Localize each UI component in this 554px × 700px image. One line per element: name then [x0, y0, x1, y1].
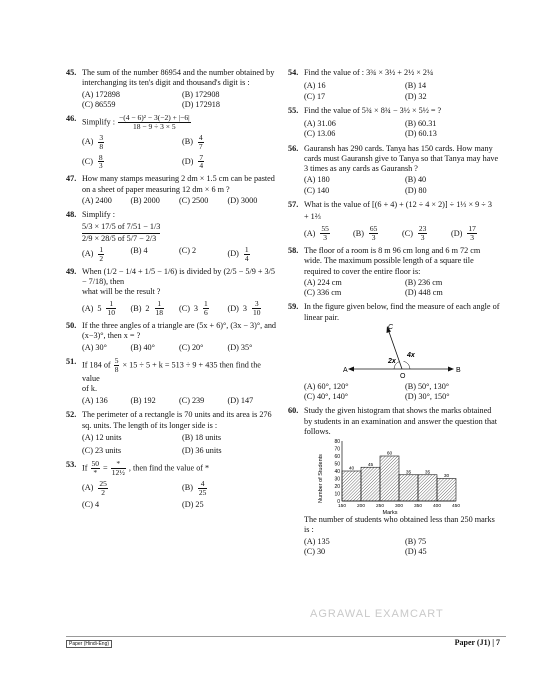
option-d[interactable]: (D) 36 units — [182, 446, 222, 455]
question-text: If the three angles of a triangle are (5x + 6)°, (3x − 3)°, and (x−3)°, then x = ? — [82, 321, 277, 341]
option-a[interactable]: (A) 60°, 120° — [304, 381, 349, 391]
option-d[interactable]: (D) 32 — [405, 91, 427, 101]
option-c[interactable]: (C) $\frac{8}{3}$ — [82, 152, 103, 171]
option-c[interactable]: (C) 2500 — [179, 195, 209, 205]
option-b[interactable]: (B) 60.31 — [405, 119, 437, 128]
option-b[interactable]: (B) 75 — [405, 536, 427, 546]
x-axis-label: Marks — [382, 510, 398, 516]
question-text-2: The number of students who obtained less than 250 marks is : — [304, 515, 495, 535]
question-text: What is the value of [(6 + 4) + (12 ÷ 4 × 2)] ÷ 1⅓ × 9 ÷ 3 — [304, 199, 492, 209]
left-column — [66, 68, 276, 514]
y-tick-label: 80 — [334, 438, 340, 445]
x-tick-label: 200 — [356, 504, 366, 509]
data-label: 40 — [348, 466, 355, 472]
question-text: Study the given histogram that shows the marks obtained by students in an examination and answer the question that follows. — [304, 406, 498, 436]
question-number: 50. — [66, 321, 77, 330]
angle-4x: 4x — [407, 351, 415, 359]
x-tick-label: 150 — [337, 504, 347, 509]
question-number: 45. — [66, 68, 77, 77]
question-58 — [288, 246, 500, 298]
option-b[interactable]: (B) 172908 — [182, 89, 220, 99]
bar — [380, 456, 399, 501]
option-d[interactable]: (D) $\frac{7}{4}$ — [182, 152, 204, 171]
y-tick-label: 10 — [334, 491, 340, 498]
option-a[interactable]: (A) 135 — [304, 536, 330, 546]
question-number: 54. — [288, 68, 299, 77]
option-b[interactable]: (B) 4 — [130, 245, 148, 255]
option-a[interactable]: (A) 12 units — [82, 432, 122, 442]
option-c[interactable]: (C) 2 — [179, 245, 197, 255]
right-column — [288, 68, 500, 561]
option-d[interactable]: (D) 3 $\frac{3}{10}$ — [227, 299, 261, 318]
option-c[interactable]: (C) 4 — [82, 499, 100, 509]
question-59 — [288, 302, 500, 402]
option-d[interactable]: (D) 172918 — [182, 99, 220, 109]
option-b[interactable]: (B) 14 — [405, 81, 427, 91]
expression-numerator: 5/3 × 17/5 of 7/51 − 1/3 — [82, 222, 160, 233]
question-number: 57. — [288, 199, 299, 209]
label-b: B — [456, 366, 461, 374]
y-tick-label: 20 — [334, 483, 340, 490]
linear-pair-figure — [344, 323, 464, 381]
x-tick-label: 350 — [413, 504, 423, 509]
option-a[interactable]: (A) 136 — [82, 396, 108, 405]
option-b[interactable]: (B) 18 units — [182, 432, 222, 442]
question-text-2: of k. — [82, 383, 98, 393]
question-57 — [288, 200, 500, 242]
option-c[interactable]: (C) 86559 — [82, 99, 116, 109]
option-d[interactable]: (D) 448 cm — [405, 288, 443, 297]
question-49 — [66, 267, 276, 318]
option-c[interactable]: (C) 13.06 — [304, 129, 336, 139]
x-tick-label: 400 — [432, 504, 442, 509]
option-a[interactable]: (A) $\frac{1}{2}$ — [82, 244, 104, 263]
question-number: 53. — [66, 460, 77, 470]
question-46 — [66, 114, 276, 170]
question-number: 51. — [66, 356, 77, 366]
histogram-chart — [314, 437, 464, 515]
question-number: 52. — [66, 410, 77, 420]
option-b[interactable]: (B) 236 cm — [405, 277, 443, 287]
option-b[interactable]: (B) 40° — [130, 342, 155, 352]
expression-denominator: 2/9 × 28/5 of 5/7 − 2/3 — [82, 233, 157, 243]
question-text: How many stamps measuring 2 dm × 1.5 cm can be pasted on a sheet of paper measuring 12 dm × 6 m ? — [82, 174, 275, 194]
option-d[interactable]: (D) 30°, 150° — [405, 392, 450, 401]
question-text: When (1/2 − 1/4 + 1/5 − 1/6) is divided by (2/5 − 5/9 + 3/5 − 7/18), then — [82, 266, 275, 286]
y-tick-label: 60 — [334, 453, 340, 460]
option-b[interactable]: (B) 192 — [130, 396, 156, 405]
option-c[interactable]: (C) 17 — [304, 91, 326, 101]
question-number: 60. — [288, 406, 299, 416]
question-55 — [288, 106, 500, 140]
option-d[interactable]: (D) 3000 — [227, 195, 258, 205]
option-a[interactable]: (A) $\frac{3}{8}$ — [82, 132, 104, 151]
question-45 — [66, 68, 276, 110]
question-number: 49. — [66, 266, 77, 276]
x-tick-label: 300 — [394, 504, 404, 509]
question-56 — [288, 144, 500, 196]
page-number: Paper (J1) | 7 — [454, 638, 500, 647]
option-d[interactable]: (D) 80 — [405, 185, 427, 195]
option-a[interactable]: (A) 31.06 — [304, 119, 336, 128]
data-label: 45 — [367, 462, 374, 468]
question-number: 46. — [66, 114, 77, 123]
option-b[interactable]: (B) 40 — [405, 175, 427, 185]
option-c[interactable]: (C) 239 — [179, 396, 205, 405]
angle-2x: 2x — [388, 357, 396, 365]
data-label: 35 — [424, 470, 431, 476]
y-tick-label: 30 — [334, 476, 340, 483]
question-text: In the figure given below, find the measure of each angle of linear pair. — [304, 302, 500, 322]
option-a[interactable]: (A) 5 $\frac{1}{10}$ — [82, 299, 115, 318]
question-text: The perimeter of a rectangle is 70 units and its area is 276 sq. units. The length of its longer side is : — [82, 410, 272, 430]
question-60 — [288, 406, 500, 557]
y-tick-label: 70 — [334, 446, 340, 453]
question-54 — [288, 68, 500, 102]
question-53 — [66, 460, 276, 510]
option-c[interactable]: (C) $\frac{23}{3}$ — [402, 224, 427, 243]
option-a[interactable]: (A) 30° — [82, 342, 107, 352]
option-c[interactable]: (C) 30 — [304, 546, 326, 556]
watermark: AGRAWAL EXAMCART — [310, 608, 444, 620]
page-footer — [66, 636, 506, 649]
question-text-2: what will be the result ? — [82, 287, 161, 296]
question-text: Find the value of : 3¾ × 3½ + 2½ × 2¼ — [304, 68, 434, 77]
option-d[interactable]: (D) 25 — [182, 499, 204, 509]
bar — [342, 471, 361, 501]
option-d[interactable]: (D) 35° — [227, 342, 253, 352]
question-48 — [66, 210, 276, 263]
question-text: Simplify : — [82, 117, 115, 127]
option-b[interactable]: (B) $\frac{4}{25}$ — [182, 479, 207, 497]
option-d[interactable]: (D) 45 — [405, 546, 427, 556]
label-c: C — [388, 323, 394, 331]
question-number: 55. — [288, 105, 299, 115]
bar — [361, 467, 380, 501]
publisher-logo: Paper (Hindi-Eng) — [66, 640, 112, 648]
label-a: A — [343, 366, 348, 374]
question-number: 48. — [66, 210, 77, 219]
option-c[interactable]: (C) 140 — [304, 185, 330, 195]
question-50 — [66, 321, 276, 353]
question-number: 59. — [288, 302, 299, 312]
option-a[interactable]: (A) $\frac{55}{3}$ — [304, 224, 329, 243]
option-b[interactable]: (B) 2000 — [130, 195, 160, 205]
bar — [399, 475, 418, 501]
option-d[interactable]: (D) 60.13 — [405, 129, 437, 139]
question-text: Gauransh has 290 cards. Tanya has 150 cards. How many cards must Gauransh give to Tanya so that Tanya may have 3 times as any cards as Gauransh ? — [304, 143, 499, 173]
option-b[interactable]: (B) $\frac{4}{7}$ — [182, 132, 203, 151]
label-o: O — [400, 372, 406, 380]
expression-fraction: $\frac{\text{−(4 − 6)² − 3(−2) + |−6|}}{18 - 9 \div 3 \times 5}$ — [119, 113, 190, 131]
option-a[interactable]: (A) 16 — [304, 81, 326, 91]
option-c[interactable]: (C) 40°, 140° — [304, 392, 349, 401]
option-a[interactable]: (A) 172898 — [82, 89, 120, 99]
option-c[interactable]: (C) 23 units — [82, 446, 122, 455]
data-label: 30 — [443, 474, 450, 479]
option-d[interactable]: (D) $\frac{1}{4}$ — [227, 244, 249, 263]
x-tick-label: 250 — [375, 504, 385, 509]
question-52 — [66, 410, 276, 456]
option-c[interactable]: (C) 3 $\frac{1}{6}$ — [179, 299, 208, 318]
option-b[interactable]: (B) 50°, 130° — [405, 381, 450, 391]
question-text: Simplify : — [82, 210, 115, 219]
option-a[interactable]: (A) 224 cm — [304, 277, 342, 287]
question-text: The floor of a room is 8 m 96 cm long and 6 m 72 cm wide. The maximum possible length of a square tile required to cover the entire floor is: — [304, 246, 481, 276]
option-a[interactable]: (A) 180 — [304, 175, 330, 185]
option-c[interactable]: (C) 336 cm — [304, 288, 342, 297]
option-d[interactable]: (D) $\frac{17}{3}$ — [451, 224, 476, 243]
y-tick-label: 40 — [334, 468, 340, 475]
bar — [437, 479, 456, 502]
option-a[interactable]: (A) 2400 — [82, 195, 112, 205]
question-47 — [66, 174, 276, 206]
bar — [418, 475, 437, 501]
question-number: 47. — [66, 174, 77, 184]
y-tick-label: 50 — [334, 461, 340, 468]
data-label: 60 — [386, 451, 393, 457]
question-text: If 184 of $\frac{5}{8}$ × 15 ÷ 5 + k = 513 ÷ 9 + 435 then find the value — [82, 355, 261, 383]
y-axis-label: Number of Students — [318, 454, 324, 503]
option-b[interactable]: (B) 2 $\frac{1}{18}$ — [130, 299, 164, 318]
question-51 — [66, 357, 276, 407]
option-b[interactable]: (B) $\frac{65}{3}$ — [353, 224, 378, 243]
option-d[interactable]: (D) 147 — [227, 396, 254, 405]
question-text: The sum of the number 86954 and the number obtained by interchanging its ten's digit and thousand's digit is : — [82, 68, 275, 88]
question-text: Find the value of 5¾ × 8¾ − 3½ × 5½ = ? — [304, 105, 442, 115]
question-number: 58. — [288, 246, 299, 255]
option-a[interactable]: (A) $\frac{25}{2}$ — [82, 479, 107, 497]
y-tick-label: 0 — [337, 498, 340, 505]
question-text: If $\frac{50}{*}$ = $\frac{*}{\text{12½}}$ , then find the value of * — [82, 459, 210, 478]
question-text-2: + 1⅔ — [304, 212, 321, 221]
question-number: 56. — [288, 143, 299, 153]
data-label: 35 — [405, 470, 412, 476]
x-tick-label: 450 — [451, 504, 461, 509]
option-c[interactable]: (C) 20° — [179, 342, 204, 352]
